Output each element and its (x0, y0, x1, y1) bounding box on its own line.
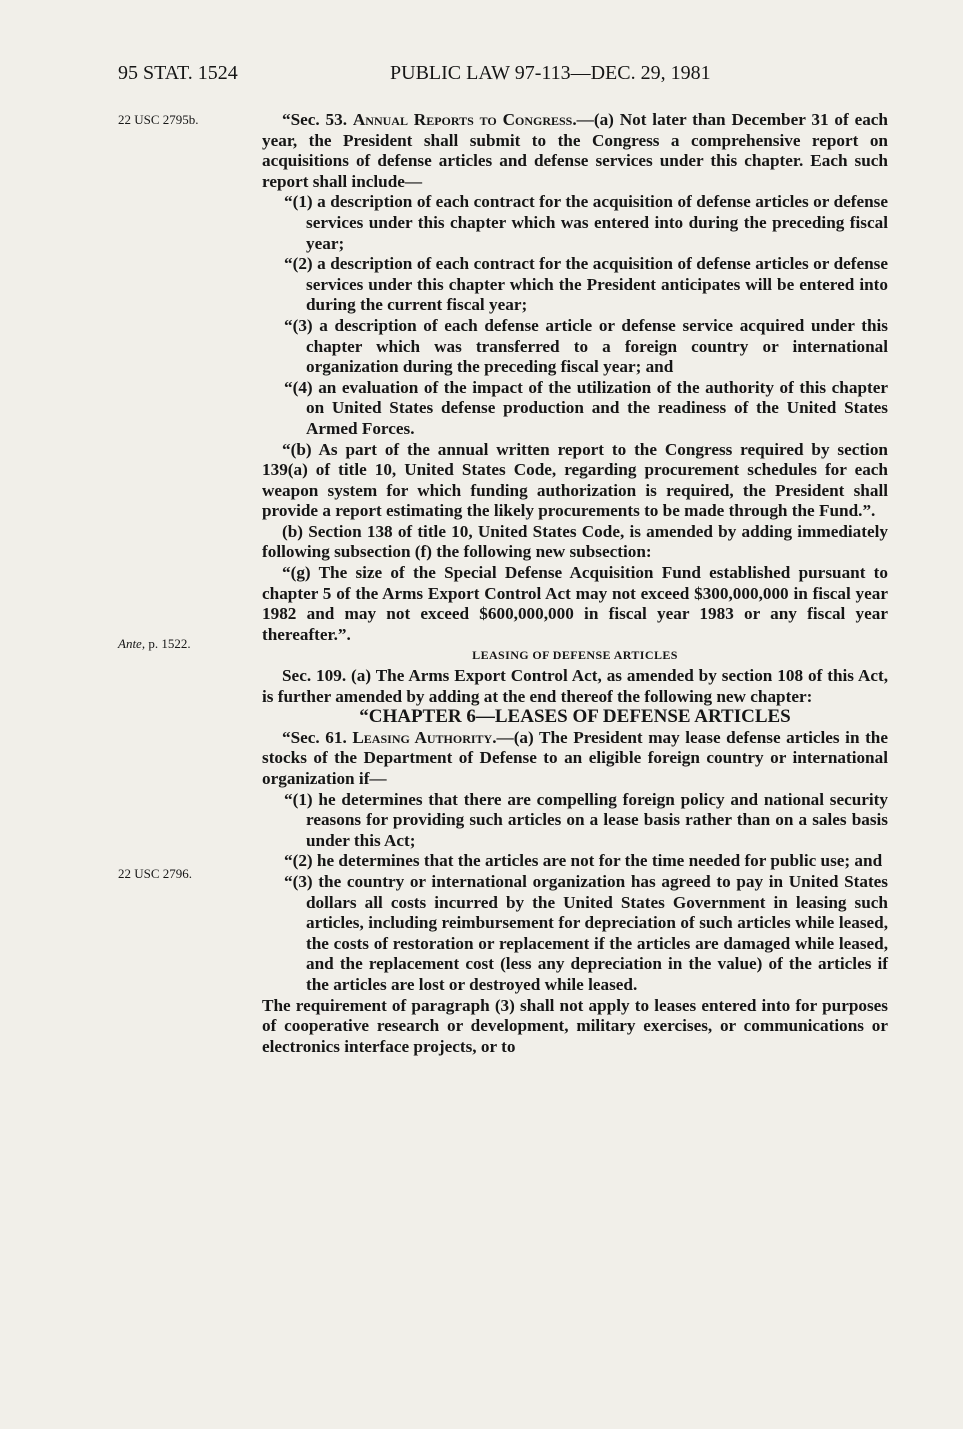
sec53-item-4: “(4) an evaluation of the impact of the utilization of the authority of this chapter on United States defense production and the readiness of the United States Armed Forces. (284, 377, 888, 438)
sec53-heading: Annual Reports to Congress. (352, 110, 577, 129)
ante-label: Ante, (118, 636, 146, 651)
page-header (118, 62, 898, 92)
margin-citation-ante (118, 636, 191, 652)
sec53-open: “Sec. 53. (282, 110, 353, 129)
sec61-item-1: “(1) he determines that there are compelling foreign policy and national security reasons for providing such articles on a lease basis rather than on a sales basis under this Act; (284, 789, 888, 850)
sec61-open: “Sec. 61. (282, 727, 353, 747)
sec61-item-2: “(2) he determines that the articles are not for the time needed for public use; and (284, 851, 883, 871)
sec61-text: —(a) The President may lease defense articles in the stocks of the Department of Defense to an eligible foreign country or international organization if— (262, 727, 888, 788)
sec53-item-2: “(2) a description of each contract for the acquisition of defense articles or defense services under this chapter which the President anticipates will be entered into during the current fiscal year; (284, 254, 888, 315)
sec53-paragraph (262, 110, 888, 192)
public-law-title: PUBLIC LAW 97-113—DEC. 29, 1981 (390, 62, 711, 84)
sec53-text: —(a) Not later than December 31 of each year, the President shall submit to the Congress a comprehensive report on acquisitions of defense articles and defense services under this chapter. Each such report shall include— (262, 110, 888, 191)
sec108-subsection-g: “(g) The size of the Special Defense Acquisition Fund established pursuant to chapter 5 of the Arms Export Control Act may not exceed $300,000,000 in fiscal year 1982 and may not exceed $600,000,000 in fiscal year 1983 or any fiscal year thereafter.”. (262, 563, 888, 644)
sec61-paragraph (262, 728, 888, 790)
sec109-paragraph: Sec. 109. (a) The Arms Export Control Act, as amended by section 108 of this Act, is further amended by adding at the end thereof the following new chapter: (262, 666, 888, 706)
margin-citation-2795b: 22 USC 2795b. (118, 112, 199, 127)
sec53-subsection-b: “(b) As part of the annual written report to the Congress required by section 139(a) of title 10, United States Code, regarding procurement schedules for each weapon system for which funding authorization is required, the President shall provide a report estimating the likely procurements to be made through the Fund.”. (262, 439, 888, 521)
sec61-tail: The requirement of paragraph (3) shall not apply to leases entered into for purposes of cooperative research or development, military exercises, or communications or electronics interface projects, or to (262, 995, 888, 1056)
margin-citation-2796: 22 USC 2796. (118, 866, 193, 881)
chapter-6-title: “CHAPTER 6—LEASES OF DEFENSE ARTICLES (359, 706, 791, 728)
sec61-heading: Leasing Authority. (352, 727, 497, 747)
ante-page: p. 1522. (145, 636, 191, 651)
sec53-item-3: “(3) a description of each defense article or defense service acquired under this chapter which was transferred to a foreign country or international organization during the preceding fiscal year; and (284, 315, 888, 377)
sec108-subsection-b: (b) Section 138 of title 10, United States Code, is amended by adding immediately following subsection (f) the following new subsection: (262, 521, 888, 562)
sec53-item-1: “(1) a description of each contract for the acquisition of defense articles or defense services under this chapter which was entered into during the preceding fiscal year; (284, 192, 888, 253)
sec61-item-3: “(3) the country or international organization has agreed to pay in United States dollars all costs incurred by the United States Government in leasing such articles, including reimbursement for depreciation of such articles while leased, the costs of restoration or replacement if the articles are damaged while leased, and the replacement cost (less any depreciation in the value) of the articles if the articles are lost or destroyed while leased. (284, 871, 888, 994)
document-body (262, 110, 888, 1057)
statute-page-number: 95 STAT. 1524 (118, 62, 238, 84)
leasing-heading: LEASING OF DEFENSE ARTICLES (472, 648, 678, 663)
